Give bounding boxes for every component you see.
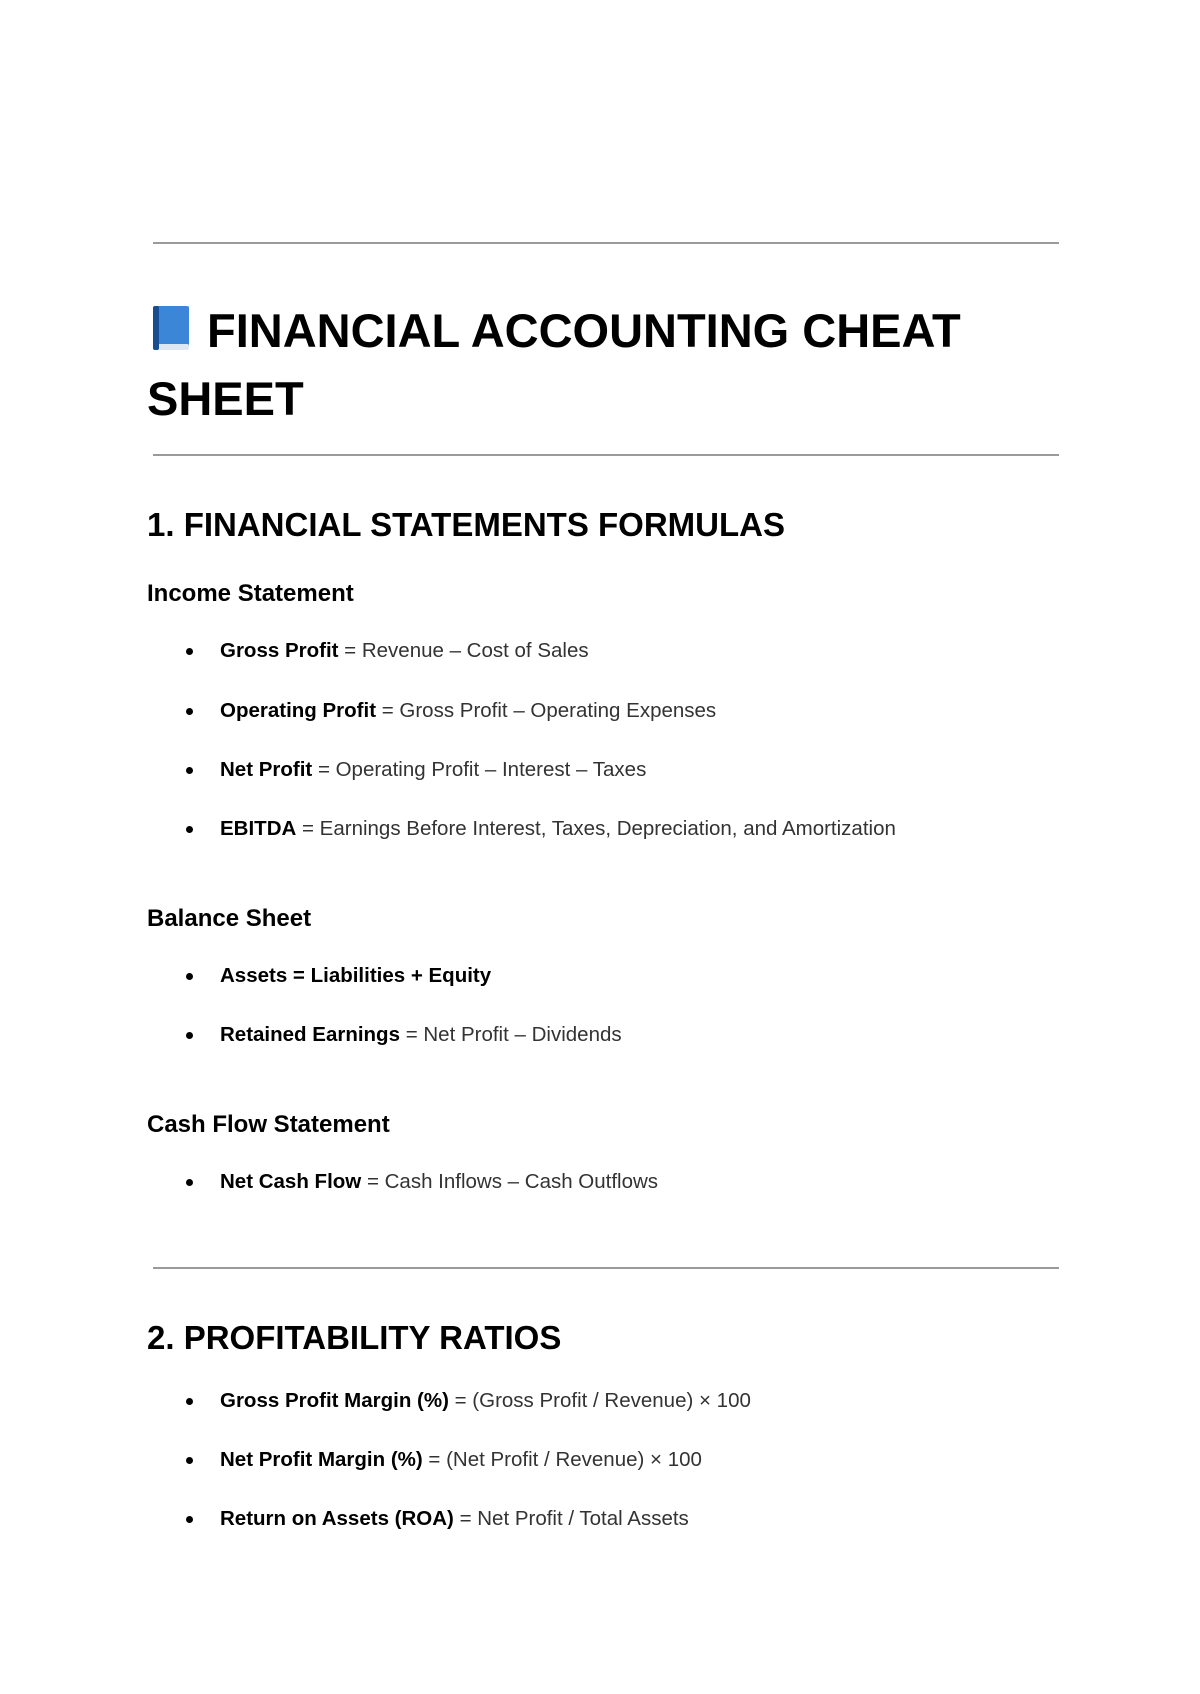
- list-item: [220, 1388, 751, 1414]
- page-title: [147, 300, 1107, 430]
- bullet-icon: [186, 1032, 193, 1039]
- bullet-icon: [186, 648, 193, 655]
- item-definition: = Net Profit / Total Assets: [453, 1507, 689, 1530]
- bullet-icon: [186, 708, 193, 715]
- list-item: [220, 1506, 689, 1532]
- bullet-icon: [186, 1516, 193, 1523]
- blue-book-icon: [147, 303, 193, 368]
- divider: [153, 242, 1059, 244]
- item-definition: = Operating Profit – Interest – Taxes: [312, 758, 647, 781]
- title-text: FINANCIAL ACCOUNTING CHEAT SHEET: [147, 304, 961, 425]
- item-definition: = Net Profit – Dividends: [400, 1023, 622, 1046]
- item-term: EBITDA: [220, 817, 297, 840]
- bullet-icon: [186, 767, 193, 774]
- item-definition: = Gross Profit – Operating Expenses: [376, 699, 717, 722]
- item-definition: = (Gross Profit / Revenue) × 100: [448, 1389, 751, 1412]
- item-term: Gross Profit: [220, 639, 339, 662]
- item-definition: = (Net Profit / Revenue) × 100: [422, 1448, 702, 1471]
- item-term: Operating Profit: [220, 699, 377, 722]
- list-item: [220, 757, 646, 783]
- list-item: [220, 816, 896, 842]
- list-item: [220, 638, 589, 664]
- bullet-icon: [186, 826, 193, 833]
- divider: [153, 1267, 1059, 1269]
- subsection-heading: Cash Flow Statement: [147, 1111, 390, 1138]
- list-item: [220, 963, 491, 989]
- subsection-heading: Income Statement: [147, 580, 354, 607]
- item-term: Net Profit: [220, 758, 313, 781]
- bullet-icon: [186, 973, 193, 980]
- divider: [153, 454, 1059, 456]
- section-heading: 1. FINANCIAL STATEMENTS FORMULAS: [147, 506, 785, 543]
- item-definition: = Revenue – Cost of Sales: [338, 639, 589, 662]
- item-term: Net Cash Flow: [220, 1170, 362, 1193]
- bullet-icon: [186, 1457, 193, 1464]
- item-term: Assets = Liabilities + Equity: [220, 964, 492, 987]
- item-definition: = Earnings Before Interest, Taxes, Depreciation, and Amortization: [296, 817, 896, 840]
- item-term: Retained Earnings: [220, 1023, 400, 1046]
- item-term: Net Profit Margin (%): [220, 1448, 423, 1471]
- list-item: [220, 1169, 658, 1195]
- item-definition: = Cash Inflows – Cash Outflows: [361, 1170, 659, 1193]
- item-term: Return on Assets (ROA): [220, 1507, 454, 1530]
- subsection-heading: Balance Sheet: [147, 905, 312, 932]
- list-item: [220, 698, 716, 724]
- list-item: [220, 1022, 622, 1048]
- bullet-icon: [186, 1398, 193, 1405]
- item-term: Gross Profit Margin (%): [220, 1389, 449, 1412]
- section-heading: 2. PROFITABILITY RATIOS: [147, 1319, 562, 1356]
- list-item: [220, 1447, 702, 1473]
- bullet-icon: [186, 1179, 193, 1186]
